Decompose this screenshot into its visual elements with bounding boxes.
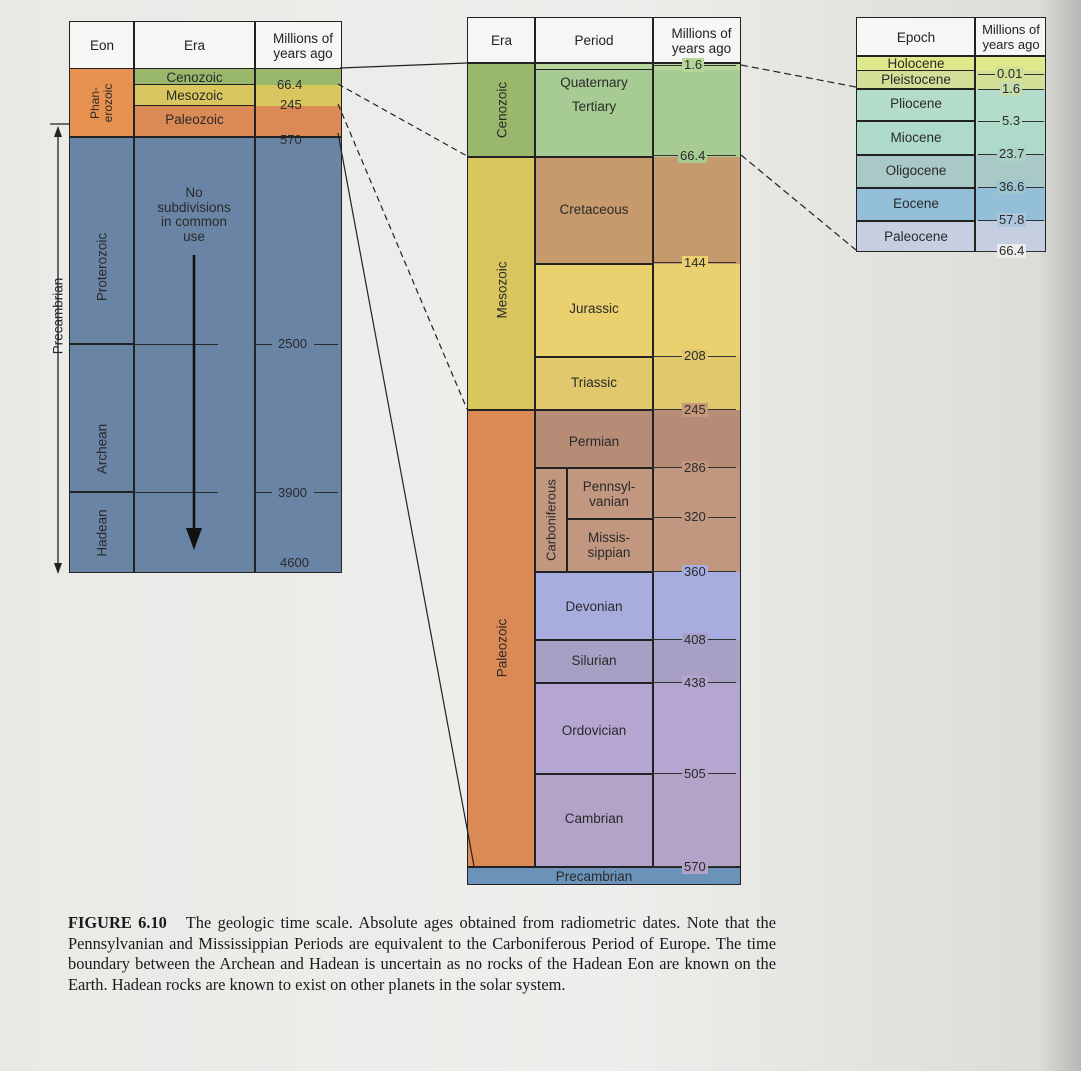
- mississippian-label: Missis-sippian: [587, 530, 631, 560]
- mesozoic-label: Mesozoic: [165, 88, 224, 103]
- mid-age-505: 505: [684, 766, 706, 781]
- oligocene-label: Oligocene: [885, 163, 947, 178]
- epoch-age-23-7: 23.7: [999, 146, 1025, 161]
- permian-label: Permian: [568, 434, 620, 449]
- cenozoic-label: Cenozoic: [166, 70, 223, 85]
- age-3900: 3900: [278, 485, 307, 500]
- epoch-mya-header: Millions of years ago: [975, 18, 1046, 56]
- devonian-label: Devonian: [565, 599, 623, 614]
- miocene-label: Miocene: [890, 130, 942, 145]
- connector-cenozoic-top: [340, 63, 467, 68]
- time-arrow-head: [186, 528, 202, 550]
- jurassic-label: Jurassic: [569, 301, 619, 316]
- age-2500: 2500: [278, 336, 307, 351]
- mid-mesozoic-label: Mesozoic: [494, 261, 510, 319]
- mid-age-1-6: 1.6: [684, 57, 703, 72]
- pennsylvanian-label: Pennsyl-vanian: [582, 479, 636, 509]
- connector-mesozoic-top: [338, 84, 467, 156]
- figure-caption: [68, 913, 776, 995]
- bracket-arrow-up: [54, 126, 62, 137]
- epoch-age-5-3: 5.3: [1002, 113, 1021, 128]
- age-570: 570: [280, 132, 302, 147]
- age-4600: 4600: [280, 555, 309, 570]
- mid-age-66-4: 66.4: [680, 148, 706, 163]
- mid-cenozoic-label: Cenozoic: [494, 81, 510, 139]
- mid-era-header: Era: [468, 18, 535, 63]
- caption-text: The geologic time scale. Absolute ages obtained from radiometric dates. Note that the Pennsylvanian and Mississippian Periods are equivalent to the Carboniferous Period of Europe. The time boundary between the Archean and Hadean is uncertain as no rocks of the Hadean Eon are known on the Earth. Hadean rocks are known to exist on other planets in the solar system.: [68, 913, 776, 994]
- mid-age-144: 144: [684, 255, 706, 270]
- mya-header: Millions of years ago: [255, 22, 342, 69]
- epoch-age-0-01: 0.01: [997, 66, 1023, 81]
- epoch-age-57-8: 57.8: [999, 212, 1025, 227]
- phanerozoic-label: Phan-erozoic: [88, 83, 115, 123]
- mid-age-438: 438: [684, 675, 706, 690]
- no-subdivisions-note: No subdivisions in common use: [157, 185, 231, 244]
- epoch-age-36-6: 36.6: [999, 179, 1025, 194]
- connector-precambrian: [338, 133, 474, 866]
- mid-age-570: 570: [684, 859, 706, 874]
- pleistocene-label: Pleistocene: [881, 72, 951, 87]
- mid-mya-header: Millions of years ago: [653, 18, 741, 63]
- epoch-age-66-4: 66.4: [999, 243, 1025, 258]
- mid-period-header: Period: [535, 18, 653, 63]
- mid-paleozoic-label: Paleozoic: [494, 618, 510, 678]
- hadean-label: Hadean: [94, 509, 110, 557]
- eon-header: Eon: [70, 22, 134, 69]
- connector-epoch-bottom: [741, 155, 856, 250]
- age-66-4: 66.4: [277, 77, 303, 92]
- proterozoic-label: Proterozoic: [94, 232, 110, 302]
- mid-precambrian-label: Precambrian: [555, 869, 633, 884]
- ordovician-label: Ordovician: [561, 723, 627, 738]
- carboniferous-label: Carboniferous: [543, 479, 559, 561]
- paleocene-label: Paleocene: [884, 229, 948, 244]
- figure-number: FIGURE 6.10: [68, 913, 167, 932]
- mid-age-286: 286: [684, 460, 706, 475]
- paleozoic-label: Paleozoic: [165, 112, 224, 127]
- cretaceous-label: Cretaceous: [559, 202, 629, 217]
- silurian-label: Silurian: [571, 653, 617, 668]
- archean-label: Archean: [94, 423, 110, 475]
- era-header: Era: [134, 22, 255, 69]
- precambrian-bracket-label: Precambrian: [51, 275, 66, 358]
- age-245: 245: [280, 97, 302, 112]
- eocene-label: Eocene: [893, 196, 939, 211]
- mid-age-408: 408: [684, 632, 706, 647]
- epoch-age-1-6: 1.6: [1002, 81, 1021, 96]
- bracket-arrow-down: [54, 563, 62, 574]
- holocene-label: Holocene: [887, 56, 945, 71]
- connector-paleozoic-top: [338, 104, 467, 409]
- quaternary-label: Quaternary: [560, 75, 628, 90]
- mid-age-245: 245: [684, 402, 706, 417]
- cambrian-label: Cambrian: [564, 811, 624, 826]
- connector-epoch-top: [741, 65, 856, 87]
- tertiary-label: Tertiary: [571, 99, 617, 114]
- epoch-header: Epoch: [857, 18, 975, 56]
- triassic-label: Triassic: [571, 375, 617, 390]
- mid-age-208: 208: [684, 348, 706, 363]
- mid-age-320: 320: [684, 509, 706, 524]
- mid-age-360: 360: [684, 564, 706, 579]
- pliocene-label: Pliocene: [890, 96, 942, 111]
